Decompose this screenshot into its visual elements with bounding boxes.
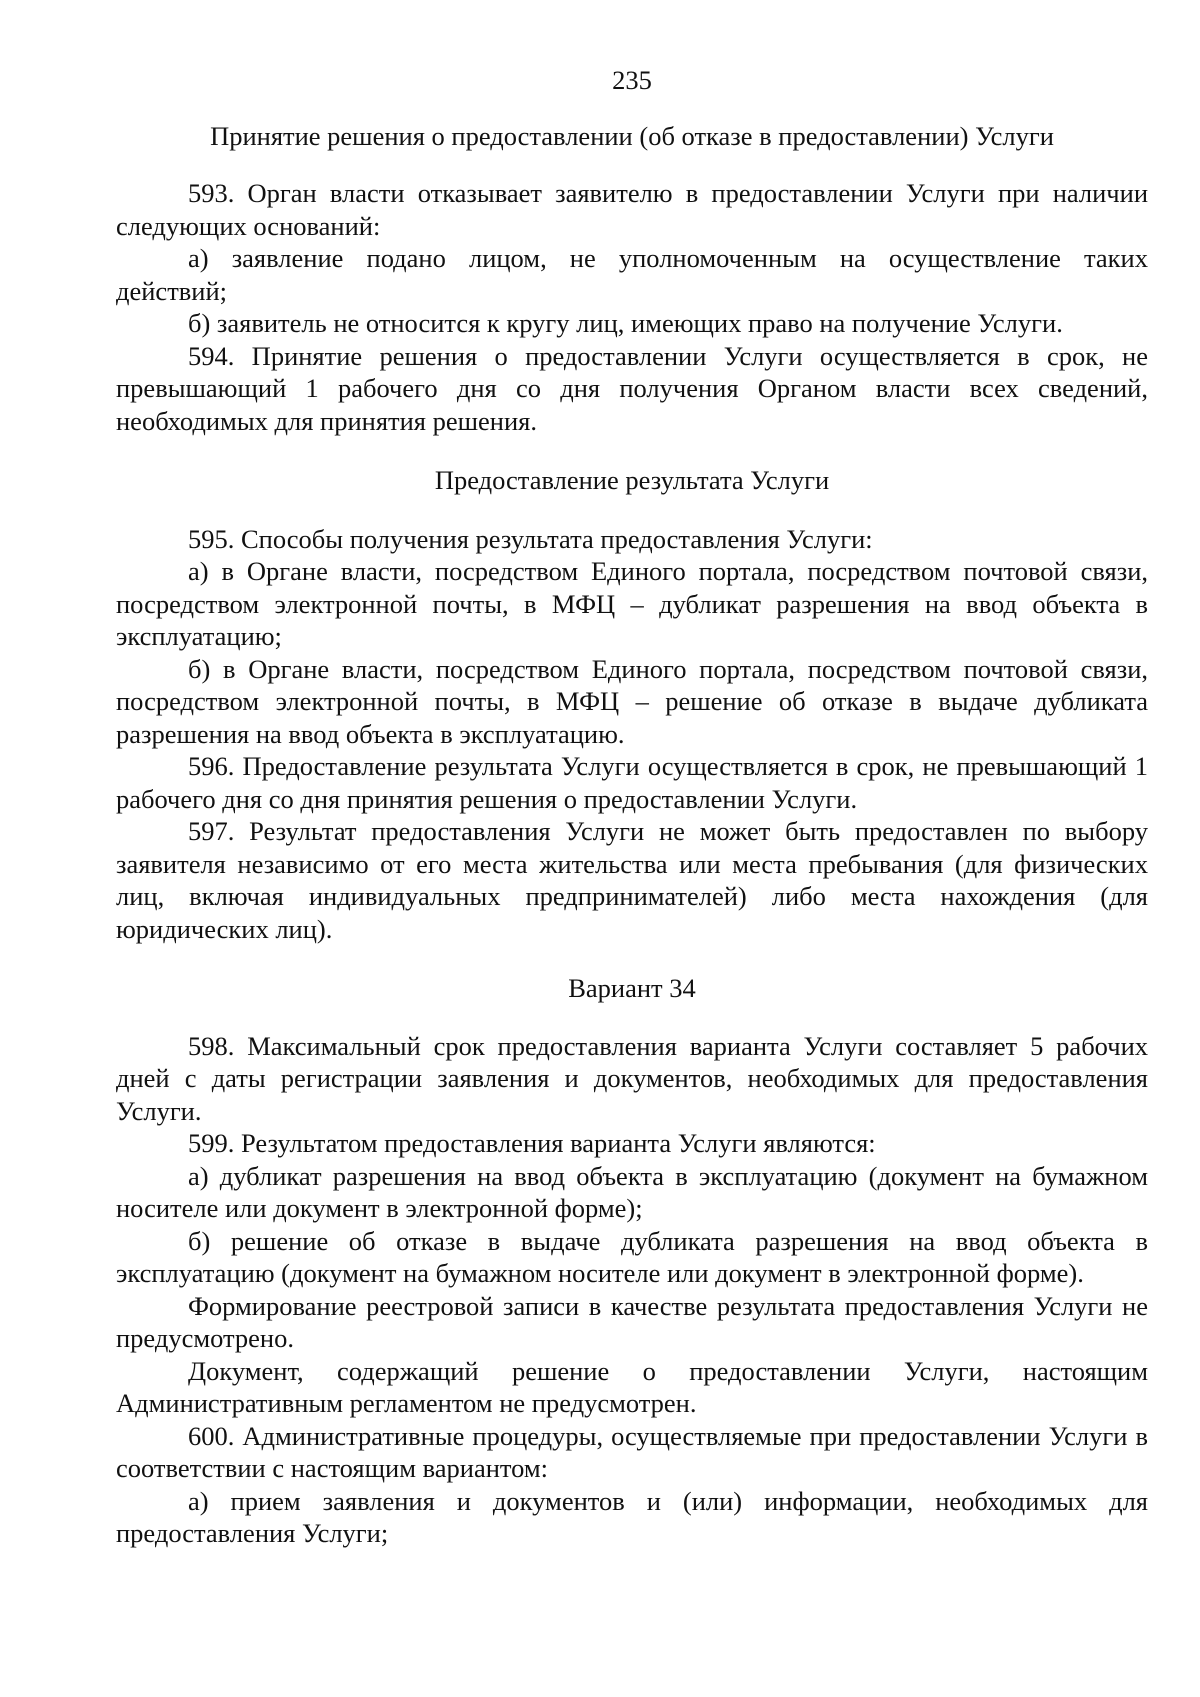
paragraph-593: 593. Орган власти отказывает заявителю в предоставлении Услуги при наличии следующих оснований: <box>116 178 1148 241</box>
paragraph-598: 598. Максимальный срок предоставления варианта Услуги составляет 5 рабочих дней с даты регистрации заявления и документов, необходимых для предоставления Услуги. <box>116 1030 1148 1126</box>
section-heading-variant-34: Вариант 34 <box>568 973 696 1003</box>
section-heading-result-delivery: Предоставление результата Услуги <box>434 465 830 495</box>
paragraph-600-a: а) прием заявления и документов и (или) информации, необходимых для предоставления Услуги; <box>116 1485 1148 1548</box>
paragraph-registry-record: Формирование реестровой записи в качестве результата предоставления Услуги не предусмотрено. <box>116 1290 1148 1353</box>
paragraph-596: 596. Предоставление результата Услуги осуществляется в срок, не превышающий 1 рабочего дня со дня принятия решения о предоставлении Услуги. <box>116 751 1148 814</box>
paragraph-595-b: б) в Органе власти, посредством Единого портала, посредством почтовой связи, посредством электронной почты, в МФЦ – решение об отказе в выдаче дубликата разрешения на ввод объекта в эксплуатацию. <box>116 653 1148 749</box>
section-variant-34 <box>116 1030 1148 1550</box>
section-heading-decision: Принятие решения о предоставлении (об отказе в предоставлении) Услуги <box>210 120 1054 151</box>
paragraph-595-a: а) в Органе власти, посредством Единого портала, посредством почтовой связи, посредством электронной почты, в МФЦ – дубликат разрешения на ввод объекта в эксплуатацию; <box>116 556 1148 651</box>
document-page <box>116 64 1148 1550</box>
paragraph-594: 594. Принятие решения о предоставлении Услуги осуществляется в срок, не превышающий 1 рабочего дня со дня получения Органом власти всех сведений, необходимых для принятия решения. <box>116 340 1148 436</box>
paragraph-599-b: б) решение об отказе в выдаче дубликата разрешения на ввод объекта в эксплуатацию (документ на бумажном носителе или документ в электронной форме). <box>116 1225 1148 1288</box>
section-result-delivery <box>116 523 1148 946</box>
paragraph-decision-document: Документ, содержащий решение о предоставлении Услуги, настоящим Административным регламентом не предусмотрен. <box>116 1355 1148 1418</box>
page-number: 235 <box>612 65 652 95</box>
paragraph-597: 597. Результат предоставления Услуги не может быть предоставлен по выбору заявителя независимо от его места жительства или места пребывания (для физических лиц, включая индивидуальных предпринимателей) либо места нахождения (для юридических лиц). <box>116 816 1148 944</box>
paragraph-599-a: а) дубликат разрешения на ввод объекта в эксплуатацию (документ на бумажном носителе или документ в электронной форме); <box>116 1160 1148 1223</box>
paragraph-600: 600. Административные процедуры, осуществляемые при предоставлении Услуги в соответствии с настоящим вариантом: <box>116 1420 1148 1483</box>
section-decision <box>116 177 1148 437</box>
paragraph-599: 599. Результатом предоставления варианта Услуги являются: <box>188 1128 876 1158</box>
paragraph-593-a: а) заявление подано лицом, не уполномоченным на осуществление таких действий; <box>116 243 1148 306</box>
paragraph-593-b: б) заявитель не относится к кругу лиц, имеющих право на получение Услуги. <box>188 308 1063 338</box>
paragraph-595: 595. Способы получения результата предоставления Услуги: <box>188 523 873 554</box>
